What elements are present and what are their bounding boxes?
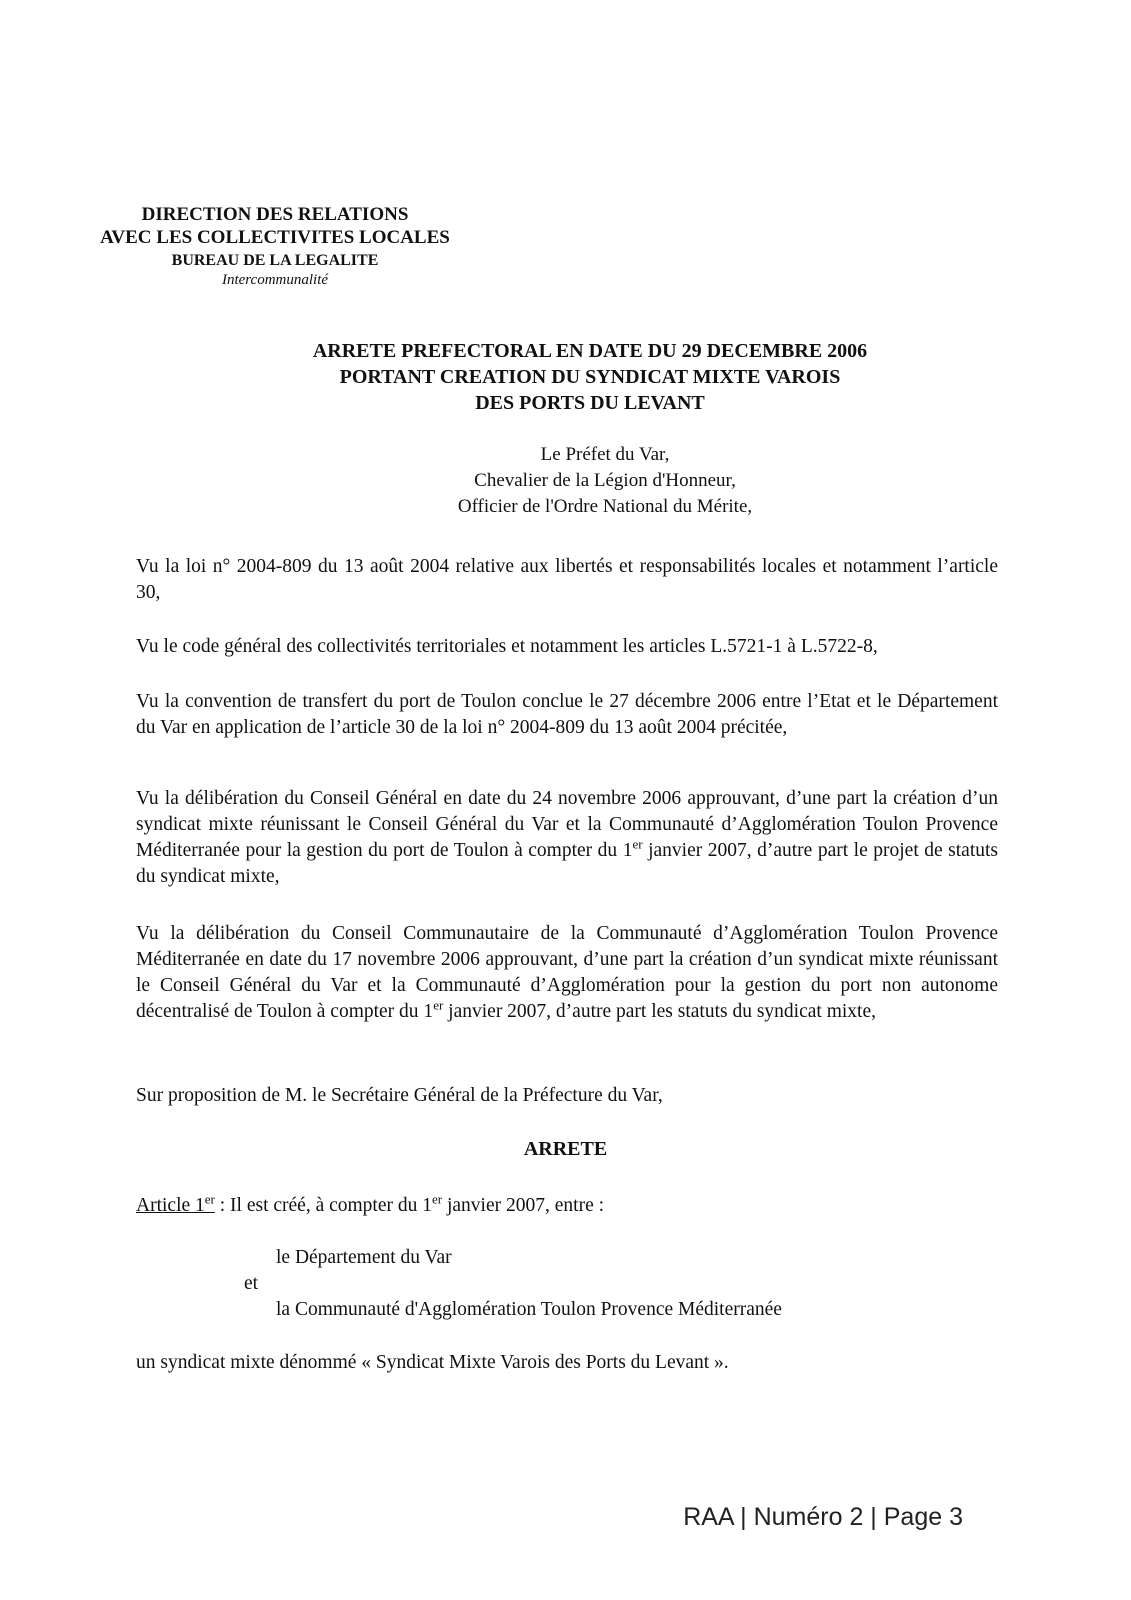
visa-paragraph-1: Vu la loi n° 2004-809 du 13 août 2004 relative aux libertés et responsabilités locales et notamment l’article 30, — [136, 556, 998, 603]
prefet-line-2: Chevalier de la Légion d'Honneur, — [474, 470, 736, 491]
prefet-line-1: Le Préfet du Var, — [540, 444, 670, 465]
article-1-text-a: : Il est créé, à compter du 1 — [214, 1195, 432, 1216]
article-1 — [136, 1193, 604, 1219]
page-footer: RAA | Numéro 2 | Page 3 — [683, 1503, 963, 1531]
title-line-1: ARRETE PREFECTORAL EN DATE DU 29 DECEMBRE 2006 — [312, 340, 868, 362]
article-1-conclusion: un syndicat mixte dénommé « Syndicat Mixte Varois des Ports du Levant ». — [136, 1352, 729, 1373]
header-line-4: Intercommunalité — [221, 272, 329, 288]
visa-4-text-a: Vu la délibération du Conseil Général en date du 24 novembre 2006 approuvant, d’une part la création d’un syndicat mixte réunissant le Conseil Général du Var et la Communauté d’Agglomération Toulon Provence Méditerranée pour la gestion du port de Toulon à compter du 1 — [136, 788, 998, 861]
visa-paragraph-2: Vu le code général des collectivités territoriales et notamment les articles L.5721-1 à L.5722-8, — [136, 636, 878, 657]
party-departement: le Département du Var — [276, 1247, 452, 1268]
visa-4-superscript: er — [632, 836, 643, 852]
header-line-1: DIRECTION DES RELATIONS — [141, 204, 409, 225]
visa-paragraph-4 — [136, 786, 998, 890]
article-1-label-text: Article 1 — [136, 1195, 205, 1216]
prefet-line-3: Officier de l'Ordre National du Mérite, — [457, 496, 753, 517]
visa-paragraph-3: Vu la convention de transfert du port de Toulon conclue le 27 décembre 2006 entre l’Etat et le Département du Var en application de l’article 30 de la loi n° 2004-809 du 13 août 2004 précitée, — [136, 691, 998, 738]
issuing-department — [60, 203, 490, 249]
visa-paragraph-5 — [136, 921, 998, 1025]
article-1-label — [136, 1191, 215, 1216]
visa-5-text-b: janvier 2007, d’autre part les statuts du syndicat mixte, — [443, 1001, 876, 1022]
visa-5-text-a: Vu la délibération du Conseil Communautaire de la Communauté d’Agglomération Toulon Provence Méditerranée en date du 17 novembre 2006 approuvant, d’une part la création d’un syndicat mixte réunissant le Conseil Général du Var et la Communauté d’Agglomération pour la gestion du port non autonome décentralisé de Toulon à compter du 1 — [136, 923, 998, 1022]
prefet-block — [380, 442, 830, 520]
arrete-heading: ARRETE — [523, 1138, 608, 1160]
visa-4-text-b: janvier 2007, d’autre part le projet de statuts du syndicat mixte, — [136, 840, 999, 887]
visa-5-superscript: er — [433, 997, 444, 1013]
article-1-text-b: janvier 2007, entre : — [442, 1195, 605, 1216]
document-title — [260, 338, 920, 416]
proposition-paragraph: Sur proposition de M. le Secrétaire Général de la Préfecture du Var, — [136, 1085, 663, 1106]
party-connector: et — [244, 1273, 259, 1294]
article-1-label-superscript: er — [204, 1191, 215, 1207]
party-communaute: la Communauté d'Agglomération Toulon Provence Méditerranée — [276, 1299, 782, 1320]
title-line-2: PORTANT CREATION DU SYNDICAT MIXTE VAROIS — [339, 366, 841, 388]
header-line-2: AVEC LES COLLECTIVITES LOCALES — [100, 227, 450, 248]
article-1-text-superscript: er — [432, 1191, 443, 1207]
header-line-3: BUREAU DE LA LEGALITE — [171, 252, 379, 269]
title-line-3: DES PORTS DU LEVANT — [475, 392, 705, 414]
